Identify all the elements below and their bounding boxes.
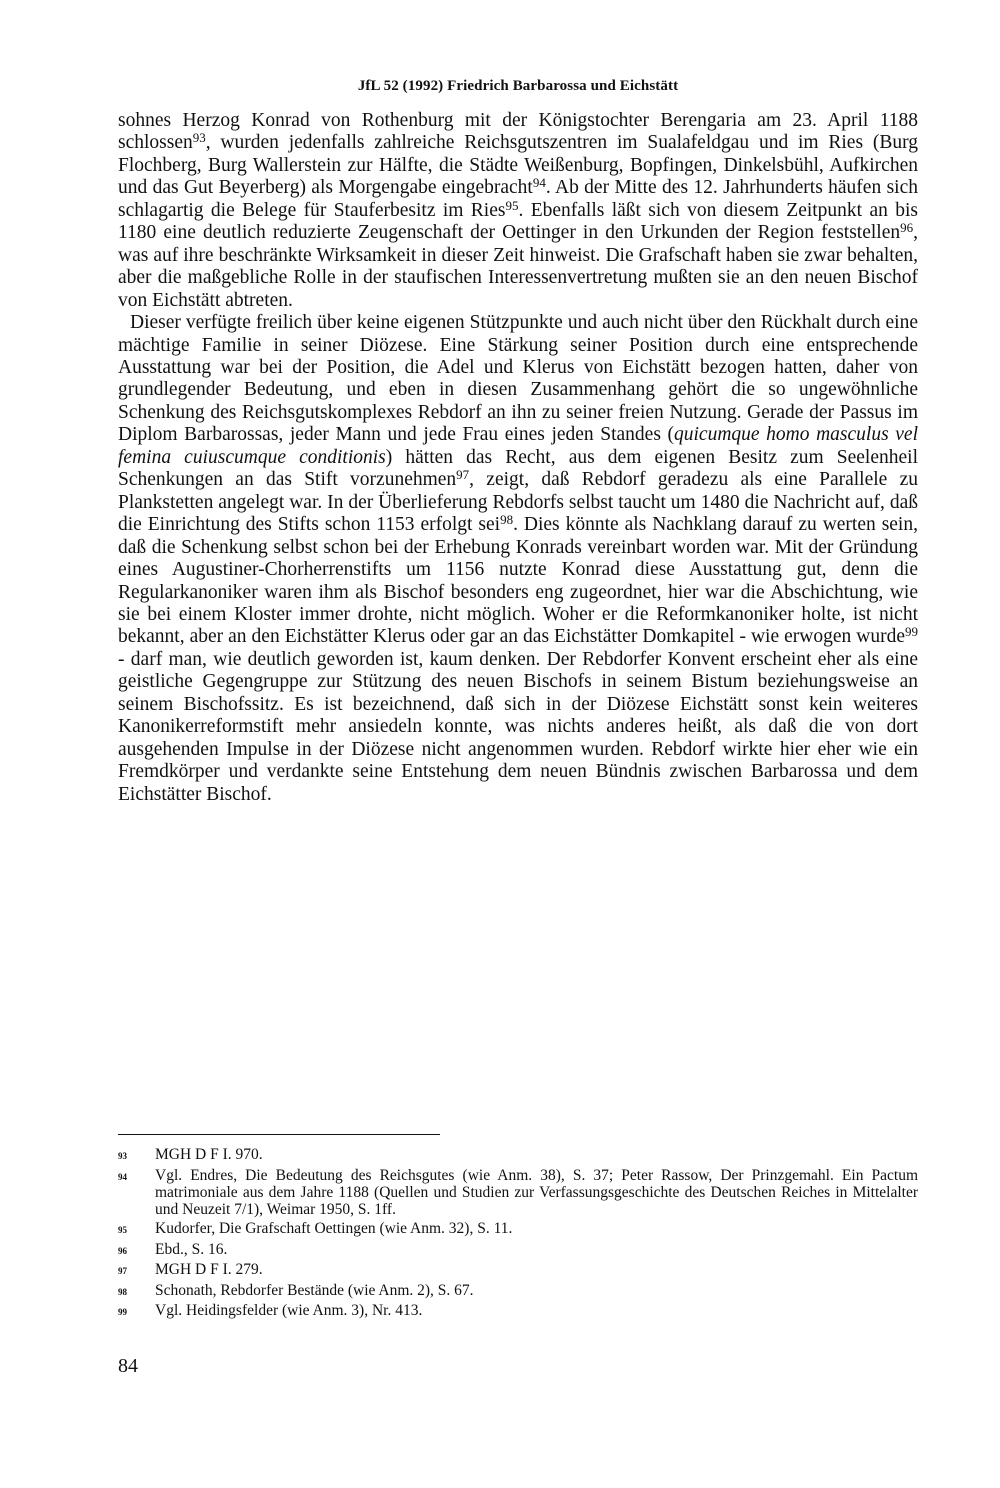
footnote-97 (118, 1261, 918, 1280)
footnote-ref-97[interactable]: 97 (456, 467, 470, 483)
paragraph-1 (118, 110, 918, 312)
footnote-text: MGH D F I. 970. (155, 1146, 263, 1163)
footnote-98 (118, 1282, 918, 1301)
footnote-96 (118, 1241, 918, 1260)
footnote-93 (118, 1146, 918, 1165)
latin-quote: quicumque homo masculus vel femina cuiuscumque conditionis (118, 424, 918, 468)
footnote-99 (118, 1302, 918, 1321)
text-span: . Ab der Mitte des 12. Jahrhunderts häufen sich schlagartig die Belege für Stauferbesitz im Ries (118, 177, 918, 221)
footnote-number: 97 (118, 1266, 127, 1277)
footnotes (118, 1146, 918, 1323)
text-span: , wurden jedenfalls zahlreiche Reichsgutszentren im Sualafeldgau und im Ries (Burg Flochberg, Burg Wallerstein zur Hälfte, die Städte Weißenburg, Bopfingen, Dinkelsbühl, Aufkirchen und das Gut Beyerberg) als Morgengabe eingebracht (118, 132, 918, 199)
footnote-number: 98 (118, 1286, 127, 1297)
footnote-number: 93 (118, 1151, 127, 1161)
footnote-ref-96[interactable]: 96 (900, 220, 914, 236)
text-span: ) hätten das Recht, aus dem eigenen Besitz zum Seelenheil Schenkungen an das Stift vorzunehmen (118, 446, 918, 491)
text-span: . Ebenfalls läßt sich von diesem Zeitpunkt an bis 1180 eine deutlich reduzierte Zeugenschaft der Oettinger in den Urkunden der Region feststellen (118, 199, 918, 244)
footnote-text: Vgl. Endres, Die Bedeutung des Reichsgutes (wie Anm. 38), S. 37; Peter Rassow, Der Prinzgemahl. Ein Pactum matrimoniale aus dem Jahre 1188 (Quellen und Studien zur Verfassungsgeschichte des Deutschen Reiches in Mittelalter und Neuzeit 7/1), Weimar 1950, S. 1ff. (155, 1166, 918, 1219)
footnote-95 (118, 1220, 918, 1239)
text-span: , zeigt, daß Rebdorf geradezu als eine Parallele zu Plankstetten angelegt war. In der Überlieferung Rebdorfs selbst taucht um 1480 die Nachricht auf, daß die Einrichtung des Stifts schon 1153 erfolgt sei (118, 469, 918, 536)
text-span: , was auf ihre beschränkte Wirksamkeit in dieser Zeit hinweist. Die Grafschaft haben sie zwar behalten, aber die maßgebliche Rolle in der staufischen Interessenvertretung mußten sie an den neuen Bischof von Eichstätt abtreten. (118, 222, 918, 311)
footnote-text: Kudorfer, Die Grafschaft Oettingen (wie Anm. 32), S. 11. (155, 1220, 513, 1237)
footnote-text: Schonath, Rebdorfer Bestände (wie Anm. 2), S. 67. (155, 1281, 474, 1299)
text-span: sohnes Herzog Konrad von Rothenburg mit der Königstochter Berengaria am 23. April 1188 schlossen (118, 110, 918, 154)
footnote-ref-95[interactable]: 95 (505, 197, 519, 213)
footnote-94 (118, 1167, 918, 1219)
page-number: 84 (118, 1355, 138, 1377)
paragraph-2 (118, 312, 918, 806)
footnote-text: MGH D F I. 279. (155, 1261, 263, 1279)
text-span: . Dies könnte als Nachklang darauf zu werten sein, daß die Schenkung selbst schon bei der Erhebung Konrads vereinbart worden war. Mit der Gründung eines Augustiner-Chorherrenstifts um 1156 nutzte Konrad diese Ausstattung gut, denn die Regularkanoniker waren ihm als Bischof besonders eng zugeordnet, hier war die Abschichtung, wie sie bei einem Kloster immer drohte, nicht möglich. Woher er die Reformkanoniker holte, ist nicht bekannt, aber an den Eichstätter Klerus oder gar an das Eichstätter Domkapitel - wie erwogen wurde (118, 514, 918, 648)
footnote-ref-99[interactable]: 99 (905, 624, 918, 640)
text-span: - darf man, wie deutlich geworden ist, kaum denken. Der Rebdorfer Konvent erscheint eher als eine geistliche Gegengruppe zur Stützung des neuen Bischofs in seinem Bistum beziehungsweise an seinem Bischofssitz. Es ist bezeichnend, daß sich in der Diözese Eichstätt sonst kein weiteres Kanonikerreformstift mehr ansiedeln konnte, was nichts anderes heißt, als daß die von dort ausgehenden Impulse in der Diözese nicht angenommen wurden. Rebdorf wirkte hier eher wie ein Fremdkörper und verdankte seine Entstehung dem neuen Bündnis zwischen Barbarossa und dem Eichstätter Bischof. (118, 648, 918, 805)
footnote-text: Ebd., S. 16. (155, 1240, 228, 1258)
footnote-number: 99 (118, 1307, 127, 1318)
footnote-ref-94[interactable]: 94 (532, 175, 546, 191)
footnote-ref-98[interactable]: 98 (500, 512, 514, 528)
footnote-number: 96 (118, 1245, 127, 1256)
running-header: JfL 52 (1992) Friedrich Barbarossa und Eichstätt (357, 78, 679, 94)
footnote-number: 94 (118, 1171, 127, 1182)
footnote-separator (118, 1134, 440, 1135)
footnote-text: Vgl. Heidingsfelder (wie Anm. 3), Nr. 413. (155, 1302, 423, 1320)
footnote-ref-93[interactable]: 93 (192, 130, 206, 146)
text-span: Dieser verfügte freilich über keine eigenen Stützpunkte und auch nicht über den Rückhalt durch eine mächtige Familie in seiner Diözese. Eine Stärkung seiner Position durch eine entsprechende Ausstattung war bei der Position, die Adel und Klerus von Eichstätt bezogen hatten, daher von grundlegender Bedeutung, und eben in diesen Zusammenhang gehört die so ungewöhnliche Schenkung des Reichsgutskomplexes Rebdorf an ihn zu seiner freien Nutzung. Gerade der Passus im Diplom Barbarossas, jeder Mann und jede Frau eines jeden Standes ( (118, 312, 918, 446)
main-text (118, 110, 918, 806)
footnote-number: 95 (118, 1225, 127, 1235)
